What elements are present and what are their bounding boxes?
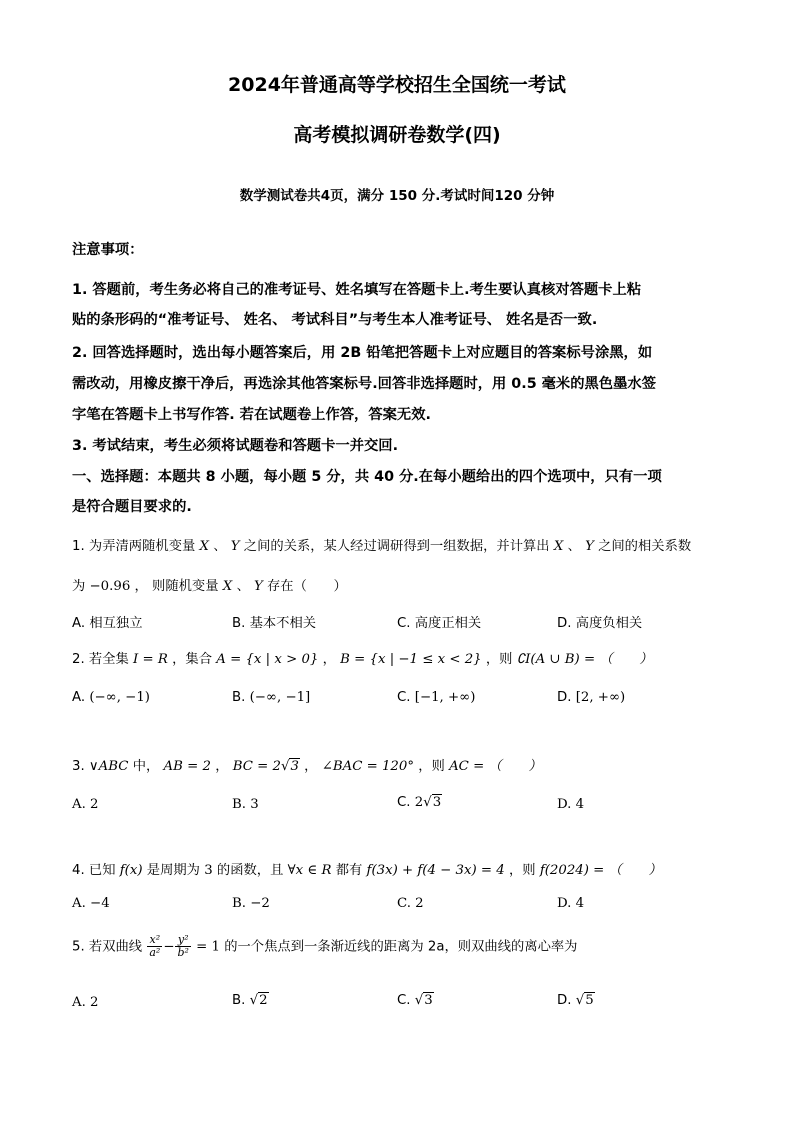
q2-option-a-label: A.: [72, 690, 86, 705]
question-1-line-1: [72, 535, 691, 554]
note-2-line-2: 需改动，用橡皮擦干净后，再选涂其他答案标号.回答非选择题时，用 0.5 毫米的黑色墨水签: [72, 376, 656, 392]
q3-side-bc-coef: BC = 2: [232, 759, 281, 774]
q4-function: f(x): [119, 863, 143, 878]
q1-separator: 、: [213, 539, 227, 554]
q3-text: ，: [304, 759, 318, 774]
q1-var-x: X: [222, 579, 233, 594]
q3-text: ，则: [418, 759, 445, 774]
q3-option-b: B. 3: [232, 797, 259, 812]
q3-side-bc-radicand: 3: [290, 759, 299, 774]
q4-quantifier: ∀x ∈ R: [287, 863, 332, 878]
q5-option-d-radicand: 5: [585, 993, 594, 1008]
q3-ask: AC = （ ）: [449, 759, 542, 774]
note-1-line-2: 贴的条形码的“准考证号、 姓名、 考试科目”与考生本人准考证号、 姓名是否一致.: [72, 312, 598, 328]
q3-side-ab: AB = 2: [163, 759, 211, 774]
question-4: [72, 859, 662, 878]
q3-option-c-label: C.: [397, 795, 411, 810]
q1-separator: 、: [236, 579, 250, 594]
q2-set-a: A = {x | x > 0}: [216, 652, 319, 667]
q1-text: ， 则随机变量: [134, 579, 219, 594]
q5-option-d: [557, 993, 595, 1008]
q2-option-d-value: [2, +∞): [575, 690, 626, 705]
question-2: [72, 648, 653, 667]
q2-option-a: [72, 690, 150, 705]
q2-text: ，: [322, 652, 336, 667]
note-3: 3. 考试结束，考生必须将试题卷和答题卡一并交回.: [72, 438, 399, 454]
question-5: [72, 934, 577, 959]
section-heading-line-1: 一、选择题：本题共 8 小题，每小题 5 分，共 40 分.在每小题给出的四个选项中，只有一项: [72, 469, 662, 485]
q5-fraction-x-numerator: x²: [147, 934, 162, 947]
q2-option-c: [397, 690, 475, 705]
q4-text: ，则: [508, 863, 536, 878]
sqrt-symbol: √5: [575, 993, 594, 1008]
exam-subtitle: 高考模拟调研卷数学(四): [293, 124, 501, 146]
q2-text: 2. 若全集: [72, 652, 129, 667]
q3-triangle: ∨ABC: [88, 759, 129, 774]
section-heading-line-2: 是符合题目要求的.: [72, 499, 192, 515]
q3-angle: ∠BAC = 120°: [321, 759, 414, 774]
q4-option-d: D. 4: [557, 896, 585, 911]
q2-option-c-value: [−1, +∞): [414, 690, 476, 705]
q4-equation: f(3x) + f(4 − 3x) = 4: [366, 863, 505, 878]
note-1-line-1: 1. 答题前，考生务必将自己的准考证号、姓名填写在答题卡上.考生要认真核对答题卡上粘: [72, 282, 642, 298]
q4-option-a: A. −4: [72, 896, 110, 911]
q5-option-b-label: B.: [232, 993, 246, 1008]
q5-minus: −: [163, 939, 175, 955]
q5-option-c: [397, 993, 434, 1008]
q1-option-d: D. 高度负相关: [557, 616, 643, 631]
q5-equals: = 1: [196, 939, 220, 955]
q1-var-x: X: [199, 539, 209, 554]
q1-option-c: C. 高度正相关: [397, 616, 482, 631]
q2-option-d-label: D.: [557, 690, 572, 705]
q5-option-d-label: D.: [557, 993, 572, 1008]
q5-option-b: [232, 993, 269, 1008]
q3-side-bc: [233, 758, 300, 774]
q1-text: 之间的关系，某人经过调研得到一组数据，并计算出: [243, 539, 550, 554]
q1-var-y: Y: [585, 539, 594, 554]
q1-var-y: Y: [254, 579, 263, 594]
sqrt-symbol: √3: [414, 993, 433, 1008]
q4-ask: f(2024) = （ ）: [539, 863, 662, 878]
q4-period: 3: [204, 863, 213, 878]
q3-text: ，: [215, 759, 229, 774]
q4-text: 的函数，且: [216, 863, 284, 878]
q4-option-c: C. 2: [397, 896, 424, 911]
q1-text: 存在（ ）: [267, 579, 347, 594]
q3-option-a: A. 2: [72, 797, 99, 812]
q5-option-c-label: C.: [397, 993, 411, 1008]
q3-text: 中，: [132, 759, 160, 774]
q4-option-b: B. −2: [232, 896, 270, 911]
q1-correlation-value: −0.96: [89, 579, 131, 594]
q2-option-b: [232, 690, 310, 705]
sqrt-symbol: √3: [280, 759, 299, 774]
q1-option-a: A. 相互独立: [72, 616, 143, 631]
exam-info: 数学测试卷共4页，满分 150 分.考试时间120 分钟: [239, 188, 555, 204]
q3-option-c-radicand: 3: [432, 795, 442, 810]
note-2-line-3: 字笔在答题卡上书写作答. 若在试题卷上作答，答案无效.: [72, 407, 431, 423]
q1-text: 为: [72, 579, 86, 594]
q5-fraction-y: [175, 934, 190, 959]
q5-fraction-y-denominator: b²: [177, 946, 189, 959]
q5-option-b-radicand: 2: [259, 993, 268, 1008]
q5-fraction-x-denominator: a²: [149, 946, 161, 959]
q2-option-d: [557, 690, 625, 705]
q3-text: 3.: [72, 759, 85, 774]
notes-heading: 注意事项：: [72, 242, 144, 258]
q2-option-b-label: B.: [232, 690, 246, 705]
q4-text: 是周期为: [146, 863, 200, 878]
q1-var-y: Y: [230, 539, 240, 554]
q5-text: 的一个焦点到一条渐近线的距离为 2a，则双曲线的离心率为: [224, 939, 578, 955]
q2-option-c-label: C.: [397, 690, 411, 705]
q2-text: ，集合: [172, 652, 213, 667]
q4-text: 4. 已知: [72, 863, 116, 878]
q2-text: ，则: [485, 652, 513, 667]
q2-set-b: B = {x | −1 ≤ x < 2}: [340, 652, 482, 667]
question-1-line-2: [72, 575, 347, 594]
q5-fraction-y-numerator: y²: [175, 934, 190, 947]
q1-var-x: X: [553, 539, 564, 554]
q3-option-c-coef: 2: [414, 795, 424, 810]
q1-text: 1. 为弄清两随机变量: [72, 539, 196, 554]
exam-title: 2024年普通高等学校招生全国统一考试: [228, 74, 566, 96]
q3-option-c: [397, 795, 442, 810]
q1-text: 之间的相关系数: [598, 539, 692, 554]
q1-option-b: B. 基本不相关: [232, 616, 317, 631]
q4-text: 都有: [335, 863, 363, 878]
question-3: [72, 755, 542, 774]
q3-option-d: D. 4: [557, 797, 585, 812]
q2-expression: ∁I(A ∪ B) = （ ）: [516, 652, 653, 667]
sqrt-symbol: √2: [249, 993, 268, 1008]
q5-fraction-x: [147, 934, 162, 959]
q5-option-a: A. 2: [72, 995, 99, 1010]
q5-text: 5. 若双曲线: [72, 939, 143, 955]
q1-separator: 、: [567, 539, 581, 554]
q2-option-b-value: (−∞, −1]: [249, 690, 311, 705]
note-2-line-1: 2. 回答选择题时，选出每小题答案后，用 2B 铅笔把答题卡上对应题目的答案标号涂黑，如: [72, 345, 653, 361]
sqrt-symbol: √3: [423, 795, 442, 810]
q5-option-c-radicand: 3: [424, 993, 433, 1008]
q2-option-a-value: (−∞, −1): [89, 690, 150, 705]
q2-universal-set: I = R: [133, 652, 168, 667]
